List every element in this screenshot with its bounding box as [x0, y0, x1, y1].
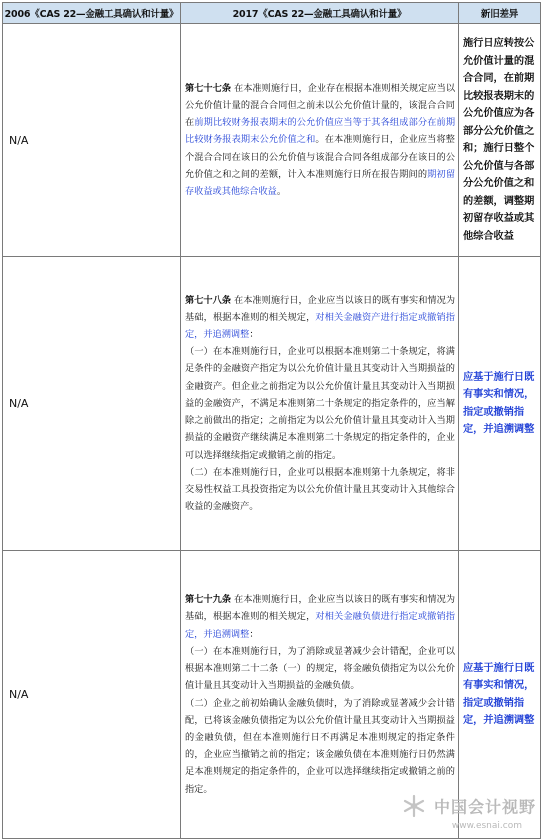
comparison-table: [2, 2, 541, 839]
article-number: 第七十七条: [185, 82, 232, 94]
article-paragraph: [185, 643, 455, 695]
table-row: [3, 257, 541, 551]
article-text: 。在本准则施行日，企业应当将整个混合合同在该日的公允价值与该混合合同各组成部分在该日的公允价值之和之间的差额，计入本准则施行日所在报告期间的: [185, 134, 455, 180]
article-text: 在本准则施行日，企业存在根据本准则相关规定应当以公允价值计量的混合合同但之前未以公允价值计量的，该混合合同在: [185, 82, 456, 129]
table-row: [3, 24, 541, 257]
new-standard-cell: [181, 257, 459, 551]
article-paragraph: [185, 292, 455, 344]
header-row: [3, 3, 541, 24]
article-text: 。: [276, 186, 287, 197]
difference-cell: 应基于施行日既有事实和情况，指定或撤销指定，并追溯调整: [459, 551, 541, 839]
article-text: 在本准则施行日，企业应当以该日的既有事实和情况为基础，根据本准则的相关规定，: [185, 594, 456, 623]
article-text: （一）在本准则施行日，企业可以根据本准则第二十条规定，将满足条件的金融资产指定为以公允价值计量且其变动计入当期损益的金融资产。但企业之前指定为以公允价值计量且其变动计入当期损益的金融资产，不满足本准则第二十条规定的指定条件的，应当解除之前做出的指定；之前指定为以公允价值计量且其变动计入当期损益的金融资产继续满足本准则第二十条规定的指定条件的，企业可以选择继续指定或撤销之前的指定。: [185, 346, 455, 461]
article-text: ：: [249, 628, 259, 640]
article-text: （一）在本准则施行日，为了消除或显著减少会计错配，企业可以根据本准则第二十二条（一）的规定，将金融负债指定为以公允价值计量且其变动计入当期损益的金融负债。: [185, 645, 455, 692]
article-text: （二）企业之前初始确认金融负债时，为了消除或显著减少会计错配，已将该金融负债指定为以公允价值计量且其变动计入当期损益的金融负债，但在本准则施行日不再满足本准则规定的指定条件的，企业应当撤销之前的指定；该金融负债在本准则施行日仍然满足本准则规定的指定条件的，企业可以选择继续指定或撤销之前的指定。: [185, 697, 455, 795]
asterisk-flower-logo-icon: [401, 793, 427, 823]
article-number: 第七十九条: [185, 594, 232, 606]
article-paragraph: [185, 80, 455, 200]
article-paragraph: [185, 464, 455, 516]
table-body: [3, 24, 541, 839]
old-standard-cell: N/A: [3, 24, 181, 257]
article-text: 在本准则施行日，企业应当以该日的既有事实和情况为基础，根据本准则的相关规定，: [185, 294, 456, 323]
difference-cell: 施行日应转按公允价值计量的混合合同，在前期比较报表期末的公允价值应为各部分公允价值之和；施行日整个公允价值与各部分公允价值之和的差额，调整期初留存收益或其他综合收益: [459, 24, 541, 257]
highlighted-text: 期初留存收益或其他综合收益: [185, 168, 456, 197]
header-old-standard: 2006《CAS 22—金融工具确认和计量》: [3, 3, 181, 24]
highlighted-text: 对相关金融资产进行指定或撤销指定，并追溯调整: [185, 311, 455, 341]
watermark: [401, 793, 536, 831]
new-standard-cell: [181, 24, 459, 257]
header-new-standard: 2017《CAS 22—金融工具确认和计量》: [181, 3, 459, 24]
article-paragraph: [185, 343, 455, 463]
article-text: （二）在本准则施行日，企业可以根据本准则第十九条规定，将非交易性权益工具投资指定为以公允价值计量且其变动计入其他综合收益的金融资产。: [185, 466, 455, 513]
article-number: 第七十八条: [185, 294, 232, 306]
highlighted-text: 前期比较财务报表期末的公允价值应当等于其各组成部分在前期比较财务报表期末公允价值之和: [185, 117, 456, 146]
old-standard-cell: N/A: [3, 551, 181, 839]
highlighted-text: 对相关金融负债进行指定或撤销指定，并追溯调整: [185, 611, 455, 640]
article-paragraph: [185, 591, 455, 643]
article-text: ：: [249, 329, 259, 341]
old-standard-cell: N/A: [3, 257, 181, 551]
difference-cell: 应基于施行日既有事实和情况，指定或撤销指定，并追溯调整: [459, 257, 541, 551]
watermark-title: 中国会计视野: [433, 797, 536, 817]
header-difference: 新旧差异: [459, 3, 541, 24]
article-paragraph: [185, 695, 455, 798]
watermark-url: www.esnai.com: [451, 821, 522, 831]
